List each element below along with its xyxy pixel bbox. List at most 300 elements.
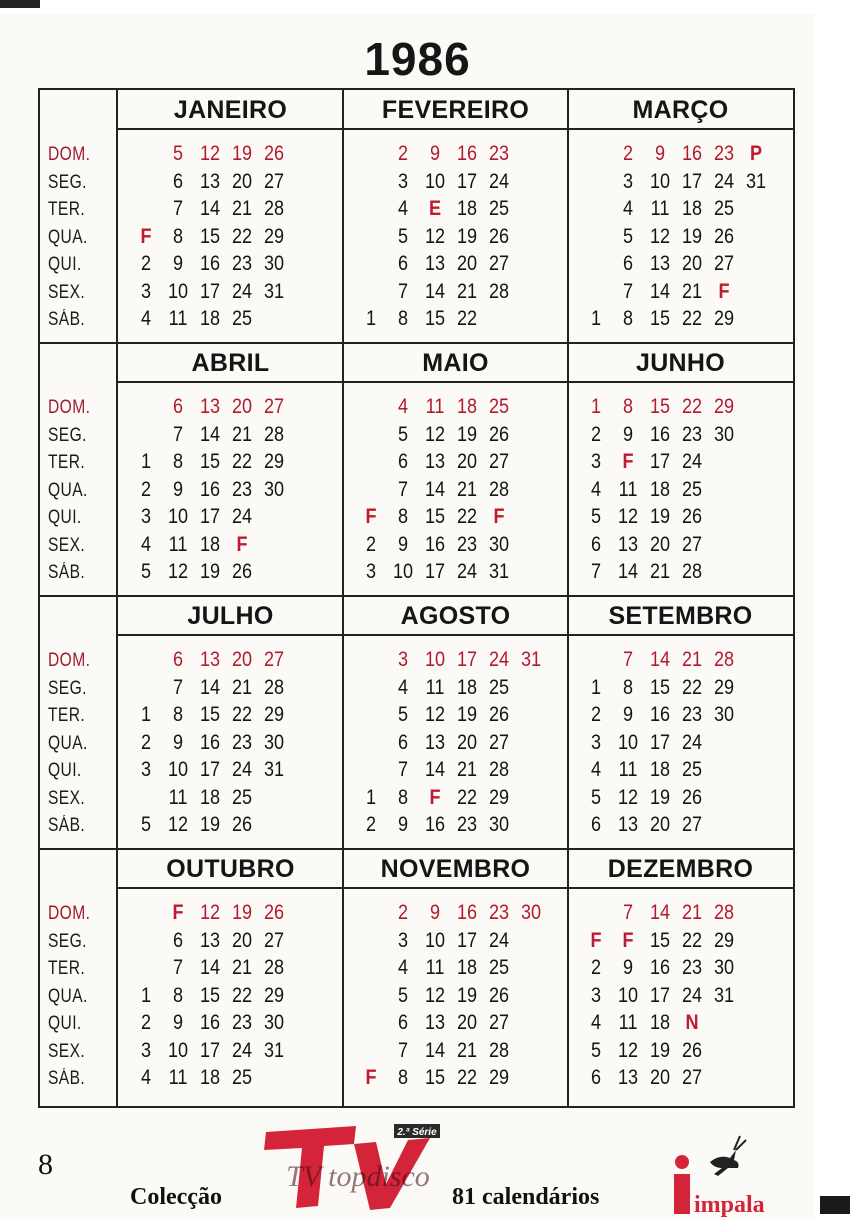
day-number: 27 [488,1011,510,1034]
top-edge-mark [0,0,40,8]
day-number: 13 [617,813,639,836]
day-number: 21 [231,956,253,979]
day-number: 27 [263,928,285,952]
day-number: F [718,279,730,303]
day-number: 17 [649,983,671,1007]
day-number: 7 [622,279,634,303]
day-name: SÁB. [48,1068,86,1089]
day-number: 3 [397,169,409,193]
day-number: 25 [713,197,735,220]
day-number: 23 [456,532,478,556]
day-name: TER. [48,705,86,726]
day-number: 17 [424,560,446,583]
day-number: 24 [488,169,510,193]
day-name: TER. [48,199,86,220]
day-number: 5 [590,785,602,809]
day-number: 27 [681,532,703,556]
day-name: QUI. [48,760,82,781]
day-number: 26 [681,1038,703,1062]
day-number: 18 [199,532,221,556]
day-number: F [365,505,377,528]
day-name: SEX. [48,787,86,809]
month-title: JANEIRO [173,96,288,124]
block-divider-line [40,595,793,597]
day-name: SEG. [48,677,87,699]
day-number: 17 [199,758,221,781]
day-number: 17 [456,169,478,193]
day-number: 25 [488,395,510,418]
day-number: 12 [617,1038,639,1062]
day-number: 9 [654,142,666,165]
day-name: SÁB. [48,815,86,836]
day-number: 29 [713,675,735,699]
day-number: 6 [590,1066,602,1089]
day-number: 5 [140,560,152,583]
month-header-line [118,887,793,889]
day-number: 29 [488,785,510,809]
day-number: 6 [590,532,602,556]
day-number: 23 [681,956,703,979]
day-number: 23 [713,142,735,165]
day-number: 18 [456,675,478,699]
day-name: QUA. [48,985,88,1007]
day-number: 4 [140,1066,152,1089]
day-name: SEG. [48,171,87,193]
day-number: 30 [263,730,285,754]
day-number: 3 [397,928,409,952]
day-number: 17 [681,169,703,193]
month-column-divider [342,90,344,1106]
day-number: 8 [397,307,409,330]
day-name: TER. [48,452,86,473]
day-number: 7 [172,422,184,446]
day-number: 24 [681,983,703,1007]
day-number: F [172,901,184,924]
day-number: F [622,928,634,952]
day-number: 2 [397,142,409,165]
day-name: DOM. [48,144,91,165]
day-number: 12 [617,785,639,809]
day-name: SEX. [48,534,86,556]
day-number: 22 [231,450,253,473]
impala-logo [668,1132,793,1220]
day-number: 7 [172,675,184,699]
day-number: 15 [649,928,671,952]
day-name: DOM. [48,397,91,418]
day-name: SEX. [48,281,86,303]
day-number: 17 [199,279,221,303]
day-number: 20 [456,730,478,754]
day-number: 16 [424,532,446,556]
day-number: 10 [617,730,639,754]
day-number: 26 [681,785,703,809]
day-number: 22 [456,785,478,809]
day-number: 6 [172,648,184,671]
day-number: 13 [199,169,221,193]
day-number: 8 [622,395,634,418]
day-number: F [590,928,602,952]
month-title: NOVEMBRO [380,855,531,883]
day-number: 28 [263,197,285,220]
day-number: 18 [681,197,703,220]
day-number: 9 [622,956,634,979]
day-number: 12 [167,813,189,836]
day-name: TER. [48,958,86,979]
day-number: 24 [231,758,253,781]
day-number: 25 [681,477,703,501]
day-number: 14 [199,197,221,220]
day-number: 5 [397,224,409,248]
day-number: 25 [681,758,703,781]
day-number: 17 [456,928,478,952]
day-number: 28 [263,422,285,446]
day-number: 14 [424,477,446,501]
day-number: 4 [140,307,152,330]
day-number: 9 [172,730,184,754]
day-number: 22 [231,224,253,248]
day-number: 3 [590,983,602,1007]
day-number: 31 [520,648,542,671]
day-number: 11 [168,532,188,556]
month-title: MARÇO [632,96,729,124]
day-number: 24 [488,648,510,671]
day-number: 20 [231,395,253,418]
day-number: 1 [590,395,602,418]
day-number: 17 [199,505,221,528]
day-number: 3 [140,758,152,781]
day-number: 24 [713,169,735,193]
day-number: 18 [649,1011,671,1034]
day-number: 20 [649,532,671,556]
day-number: 15 [424,307,446,330]
day-number: 8 [172,224,184,248]
day-number: 15 [649,675,671,699]
day-number: 11 [168,307,188,330]
day-number: 5 [140,813,152,836]
month-title: DEZEMBRO [607,855,754,883]
day-number: 25 [231,1066,253,1089]
day-number: 11 [618,758,638,781]
day-number: 23 [488,901,510,924]
day-number: 29 [713,928,735,952]
month-header-line [118,381,793,383]
day-number: 26 [713,224,735,248]
day-number: 16 [649,703,671,726]
day-name: QUA. [48,479,88,501]
day-number: 27 [488,730,510,754]
day-number: 21 [456,758,478,781]
day-number: 20 [681,252,703,275]
day-number: 8 [172,983,184,1007]
day-number: 13 [617,532,639,556]
day-number: 20 [231,928,253,952]
month-header-line [118,634,793,636]
day-number: 13 [424,1011,446,1034]
impala-i-dot [675,1155,689,1169]
day-number: 26 [488,703,510,726]
day-number: 6 [590,813,602,836]
day-number: 5 [172,142,184,165]
day-number: 13 [424,450,446,473]
day-number: 22 [456,505,478,528]
day-number: 25 [231,785,253,809]
day-number: 24 [231,279,253,303]
day-number: 13 [199,395,221,418]
day-number: 12 [424,224,446,248]
day-number: 22 [681,675,703,699]
day-number: 12 [649,224,671,248]
day-number: 16 [199,477,221,501]
day-number: 31 [263,758,285,781]
day-number: 2 [622,142,634,165]
day-number: 3 [140,1038,152,1062]
day-number: 9 [429,142,441,165]
day-number: 19 [456,224,478,248]
day-number: 24 [231,505,253,528]
day-number: 4 [397,197,409,220]
day-number: 18 [649,477,671,501]
day-number: 27 [263,169,285,193]
impala-i-stem [674,1174,690,1214]
day-number: 30 [488,813,510,836]
day-number: 16 [199,252,221,275]
day-number: 14 [649,279,671,303]
day-number: 31 [745,169,767,193]
day-number: 26 [231,560,253,583]
day-number: 14 [424,758,446,781]
day-number: 25 [488,197,510,220]
day-number: N [685,1011,699,1034]
day-number: 15 [199,703,221,726]
day-number: 7 [397,1038,409,1062]
day-number: 24 [681,450,703,473]
day-number: 19 [456,983,478,1007]
month-title: JUNHO [635,349,725,377]
day-number: 12 [199,142,221,165]
day-number: 3 [140,505,152,528]
day-number: 24 [456,560,478,583]
day-number: 19 [199,813,221,836]
month-title: JULHO [187,602,274,630]
day-number: 21 [681,901,703,924]
calendar-count-label: 81 calendários [452,1184,600,1210]
day-number: 11 [425,395,445,418]
day-number: 19 [456,703,478,726]
day-number: 21 [456,279,478,303]
day-number: 10 [167,758,189,781]
day-number: 15 [424,505,446,528]
day-number: 11 [168,785,188,809]
day-number: 12 [167,560,189,583]
day-number: 27 [263,395,285,418]
day-number: 14 [199,675,221,699]
day-number: 18 [456,956,478,979]
day-number: 18 [199,307,221,330]
day-number: 26 [681,505,703,528]
day-number: 11 [425,675,445,699]
day-number: 5 [397,703,409,726]
day-number: 13 [649,252,671,275]
day-number: 16 [199,730,221,754]
day-number: 12 [424,983,446,1007]
day-number: 9 [397,813,409,836]
day-number: 24 [231,1038,253,1062]
day-number: 1 [140,703,152,726]
day-number: 17 [649,730,671,754]
day-number: 10 [424,169,446,193]
day-number: 6 [622,252,634,275]
day-number: 30 [263,252,285,275]
day-number: 21 [231,197,253,220]
day-number: 23 [681,422,703,446]
edge-mark [820,1196,850,1214]
day-number: 26 [263,142,285,165]
day-number: 23 [231,252,253,275]
month-title: FEVEREIRO [381,96,530,124]
day-number: 26 [488,422,510,446]
day-name: SÁB. [48,309,86,330]
day-number: 9 [397,532,409,556]
day-number: 16 [199,1011,221,1034]
day-name: QUI. [48,254,82,275]
day-number: 13 [617,1066,639,1089]
day-number: 15 [649,307,671,330]
day-number: 26 [263,901,285,924]
day-number: 21 [231,422,253,446]
day-number: 29 [263,983,285,1007]
month-title: ABRIL [191,349,270,377]
day-number: 11 [618,1011,638,1034]
day-name: SÁB. [48,562,86,583]
day-number: 16 [649,956,671,979]
day-number: 28 [681,560,703,583]
day-number: 2 [140,477,152,501]
impala-antelope-icon [710,1136,746,1176]
day-number: 18 [199,785,221,809]
day-number: 21 [649,560,671,583]
day-number: 22 [456,1066,478,1089]
day-number: 1 [590,675,602,699]
day-number: 8 [172,703,184,726]
day-number: 3 [590,730,602,754]
day-number: F [140,224,152,248]
day-number: 23 [456,813,478,836]
day-number: 3 [365,560,377,583]
day-number: 29 [263,450,285,473]
day-number: 4 [590,758,602,781]
day-number: P [749,142,763,165]
day-number: 11 [650,197,670,220]
day-number: 29 [713,395,735,418]
impala-wordmark: impala [694,1192,765,1218]
day-number: 7 [172,197,184,220]
day-name: SEG. [48,930,87,952]
day-number: 24 [681,730,703,754]
day-number: 10 [424,648,446,671]
day-number: 19 [199,560,221,583]
day-number: 26 [231,813,253,836]
day-number: 4 [397,395,409,418]
day-number: E [428,197,442,220]
day-number: 8 [397,1066,409,1089]
month-title: OUTUBRO [166,855,295,883]
collection-label: Colecção [130,1184,222,1210]
day-number: 31 [713,983,735,1007]
day-number: 16 [424,813,446,836]
day-number: 8 [622,675,634,699]
day-number: 10 [424,928,446,952]
day-number: 24 [488,928,510,952]
day-number: 25 [231,307,253,330]
day-number: 9 [429,901,441,924]
day-number: 6 [172,928,184,952]
day-number: 1 [590,307,602,330]
day-number: 7 [397,279,409,303]
day-number: 1 [140,983,152,1007]
day-number: 12 [424,703,446,726]
day-number: 12 [199,901,221,924]
day-number: 19 [231,142,253,165]
day-number: 18 [456,395,478,418]
day-number: 28 [713,648,735,671]
day-name: SEG. [48,424,87,446]
day-number: 13 [424,730,446,754]
day-number: 20 [649,813,671,836]
day-name: QUI. [48,1013,82,1034]
day-number: 29 [713,307,735,330]
day-number: 14 [649,901,671,924]
calendar-grid [38,88,795,1108]
day-number: 6 [397,1011,409,1034]
day-number: 19 [649,505,671,528]
day-number: 25 [488,956,510,979]
day-number: 10 [167,505,189,528]
day-number: 28 [713,901,735,924]
day-number: 9 [622,703,634,726]
day-name: SEX. [48,1040,86,1062]
day-number: 28 [488,477,510,501]
day-number: 9 [172,252,184,275]
day-number: 22 [456,307,478,330]
day-number: 15 [199,983,221,1007]
month-title: SETEMBRO [608,602,753,630]
day-number: 17 [199,1038,221,1062]
day-number: 31 [488,560,510,583]
day-number: 1 [365,307,377,330]
day-number: 22 [231,983,253,1007]
day-number: 6 [397,450,409,473]
tv-topdisco-logo [258,1114,458,1214]
day-number: 27 [488,252,510,275]
day-number: 17 [456,648,478,671]
day-number: 3 [590,450,602,473]
day-number: 28 [488,1038,510,1062]
day-number: 9 [172,477,184,501]
day-number: 30 [488,532,510,556]
day-number: 7 [397,758,409,781]
day-number: 14 [199,956,221,979]
day-number: 5 [397,422,409,446]
day-number: 13 [424,252,446,275]
page-number: 8 [38,1148,53,1181]
day-number: 7 [590,560,602,583]
day-number: 2 [590,422,602,446]
day-number: 3 [140,279,152,303]
day-number: 11 [168,1066,188,1089]
day-number: 16 [681,142,703,165]
day-number: 17 [649,450,671,473]
day-number: 9 [622,422,634,446]
